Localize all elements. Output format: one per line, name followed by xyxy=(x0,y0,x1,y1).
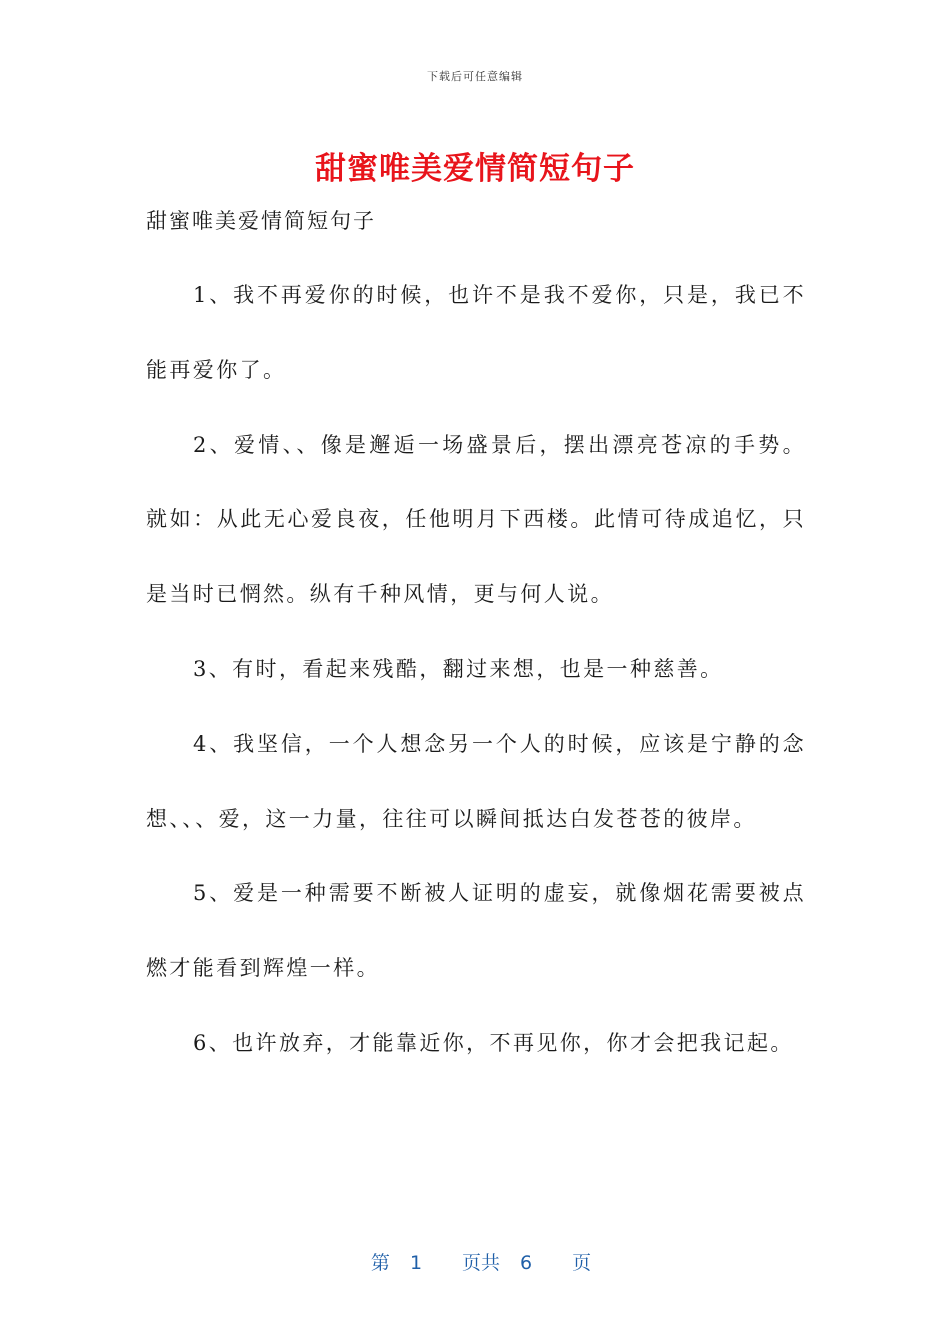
paragraph-1: 1、我不再爱你的时候，也许不是我不爱你，只是，我已不能再爱你了。 xyxy=(146,283,806,382)
header-note: 下载后可任意编辑 xyxy=(427,70,523,83)
paragraph-5: 5、爱是一种需要不断被人证明的虚妄，就像烟花需要被点燃才能看到辉煌一样。 xyxy=(146,881,806,981)
current-page-number: 1 xyxy=(409,1252,423,1274)
document-body xyxy=(146,258,806,1081)
document-title: 甜蜜唯美爱情简短句子 xyxy=(315,151,635,187)
paragraph-6: 6、也许放弃，才能靠近你，不再见你，你才会把我记起。 xyxy=(193,1030,794,1055)
paragraph-2: 2、爱情、、像是邂逅一场盛景后，摆出漂亮苍凉的手势。就如：从此无心爱良夜，任他明月下西楼。此情可待成追忆，只是当时已惘然。纵有千种风情，更与何人说。 xyxy=(146,432,806,607)
total-pages-number: 6 xyxy=(520,1252,533,1274)
page-label-prefix: 第 xyxy=(370,1252,390,1274)
paragraph-3: 3、有时，看起来残酷，翻过来想，也是一种慈善。 xyxy=(193,656,724,681)
page-footer xyxy=(0,1226,950,1275)
page-label-mid: 页共 xyxy=(462,1252,501,1274)
paragraph-4: 4、我坚信，一个人想念另一个人的时候，应该是宁静的念想、、、爱，这一力量，往往可以瞬间抵达白发苍苍的彼岸。 xyxy=(146,731,806,831)
page-label-suffix: 页 xyxy=(572,1252,592,1274)
document-subtitle: 甜蜜唯美爱情简短句子 xyxy=(146,209,376,233)
